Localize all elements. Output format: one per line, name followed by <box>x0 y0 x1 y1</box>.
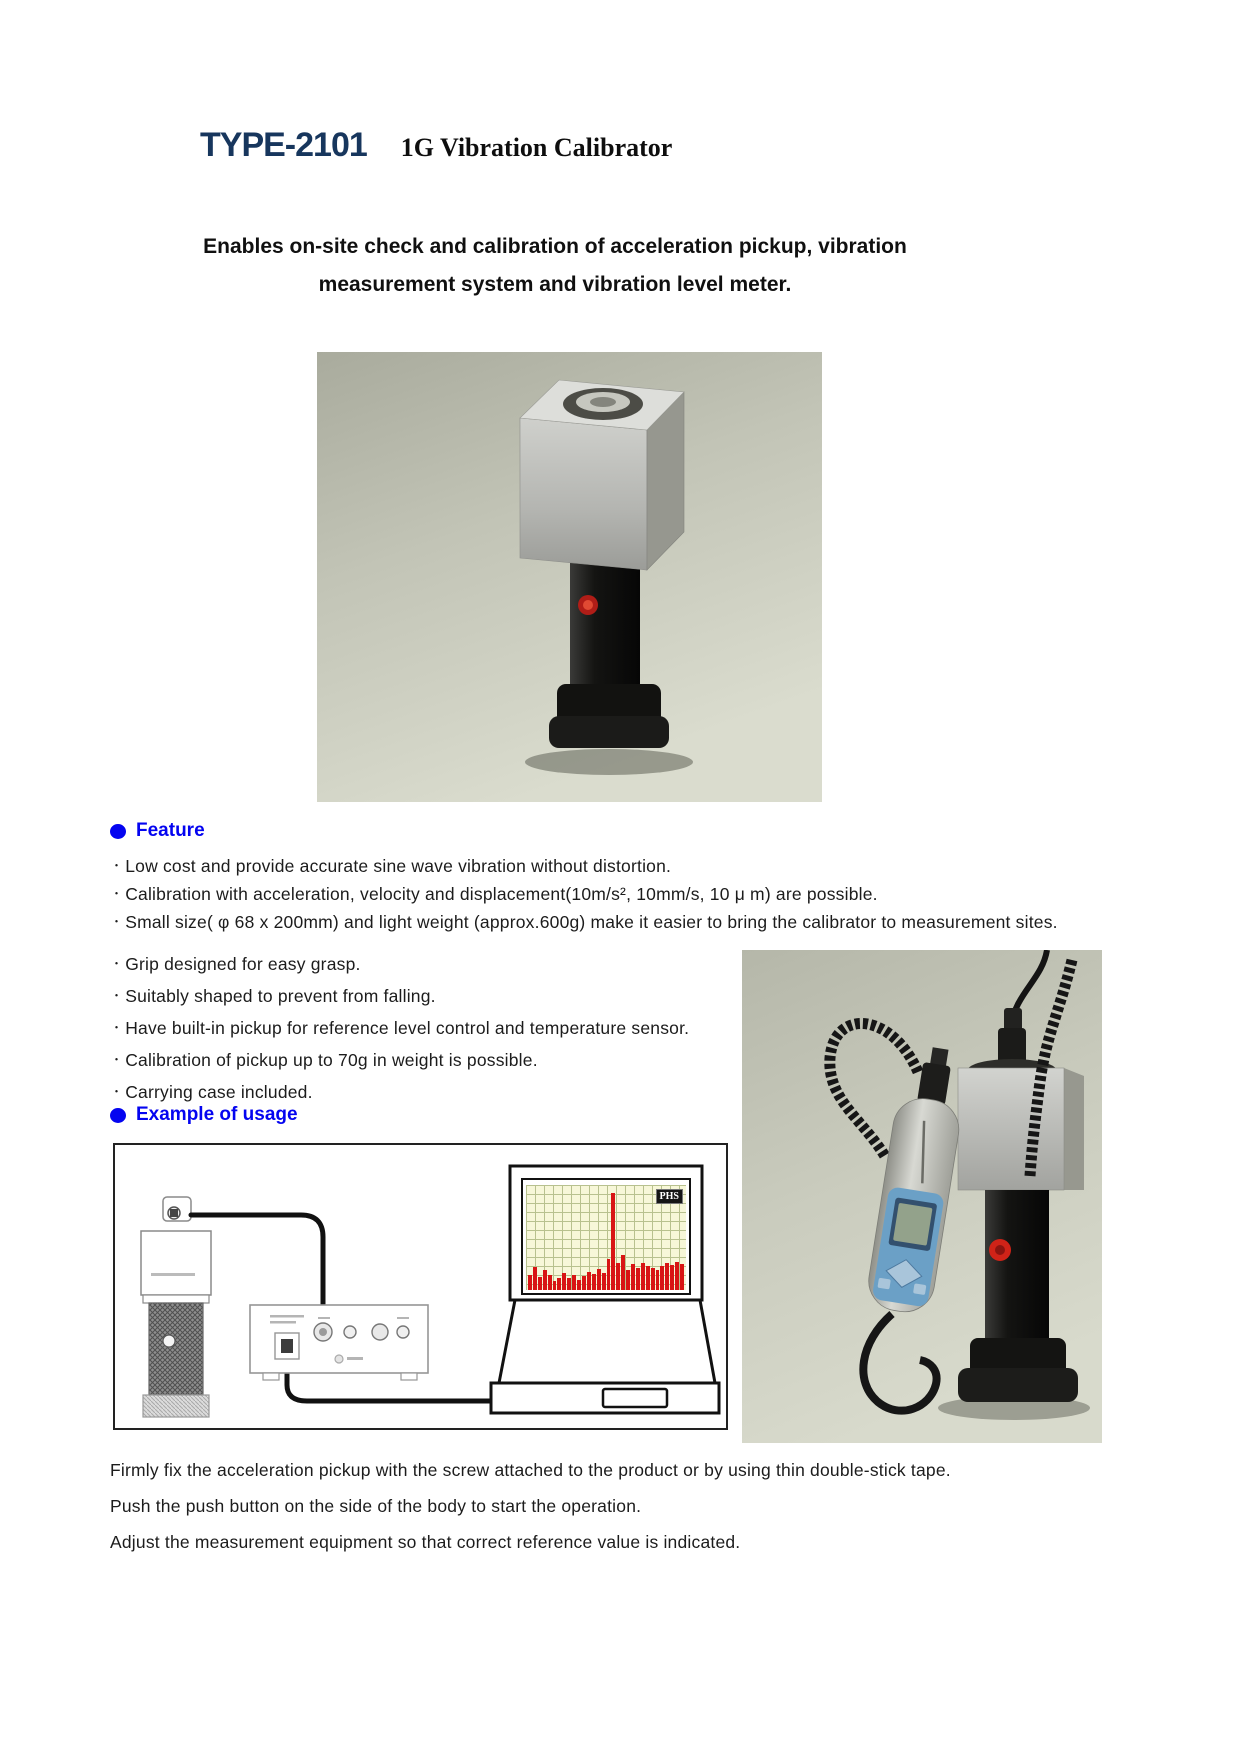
feature-heading <box>110 820 205 842</box>
spectrum-bar <box>641 1263 645 1290</box>
usage-heading-label: Example of usage <box>136 1104 298 1125</box>
spectrum-bar <box>616 1263 620 1290</box>
spectrum-bar <box>543 1270 547 1290</box>
spectrum-bar <box>621 1255 625 1290</box>
knob-1 <box>344 1326 356 1338</box>
base-sketch <box>143 1395 209 1417</box>
item-text: Low cost and provide accurate sine wave vibration without distortion. <box>125 856 672 876</box>
spectrum-bar <box>528 1275 532 1290</box>
spectrum-bar <box>597 1269 601 1290</box>
label-ch1 <box>318 1317 330 1319</box>
spectrum-bar <box>665 1263 669 1290</box>
bullet-dot: ・ <box>110 1084 124 1099</box>
spectrum-bar <box>670 1265 674 1290</box>
bullet-dot: ・ <box>110 956 124 971</box>
spectrum-bar <box>656 1270 660 1290</box>
feature-item <box>110 853 1170 881</box>
cube-front-face <box>520 418 647 570</box>
spectrum-bar <box>675 1262 679 1290</box>
sensor-dot <box>170 1209 178 1217</box>
amp-text-line2 <box>270 1321 296 1324</box>
cube-label-line <box>151 1273 195 1276</box>
main-product-photo <box>317 352 822 802</box>
item-text: Push the push button on the side of the body to start the operation. <box>110 1496 642 1516</box>
spectrum-bar <box>548 1275 552 1290</box>
spectrum-bar <box>660 1266 664 1290</box>
item-text: Carrying case included. <box>125 1082 313 1102</box>
spectrum-bar <box>553 1281 557 1290</box>
label-ch2 <box>397 1317 409 1319</box>
item-text: Calibration of pickup up to 70g in weight is possible. <box>125 1050 538 1070</box>
feature-heading-label: Feature <box>136 820 205 841</box>
item-text: Grip designed for easy grasp. <box>125 954 361 974</box>
touchpad <box>603 1389 667 1407</box>
instruction-line <box>110 1488 1170 1524</box>
screen-badge: PHS <box>656 1189 683 1204</box>
tagline <box>60 228 1050 304</box>
instruction-line <box>110 1524 1170 1560</box>
item-text: Small size( φ 68 x 200mm) and light weight (approx.600g) make it easier to bring the calibrator to measurement sites. <box>125 912 1058 932</box>
cube-sketch <box>141 1231 211 1295</box>
key-left <box>877 1278 890 1290</box>
spectrum-bar <box>577 1280 581 1291</box>
item-text: Firmly fix the acceleration pickup with the screw attached to the product or by using thin double-stick tape. <box>110 1460 951 1480</box>
feature-item <box>110 1045 730 1077</box>
bullet-circle-icon <box>110 824 126 839</box>
amp-text-line1 <box>270 1315 304 1318</box>
amp-foot-left <box>263 1373 279 1380</box>
spectrum-bar <box>651 1268 655 1290</box>
bullet-circle-icon <box>110 1108 126 1123</box>
item-text: Adjust the measurement equipment so that correct reference value is indicated. <box>110 1532 741 1552</box>
collar-sketch <box>143 1295 209 1303</box>
usage-heading <box>110 1104 298 1126</box>
feature-item <box>110 981 730 1013</box>
feature-item <box>110 949 730 981</box>
bullet-dot: ・ <box>110 858 124 873</box>
spectrum-bar <box>611 1193 615 1290</box>
base-flange <box>549 716 669 748</box>
calibrator-photo-illustration <box>317 352 822 802</box>
spectrum-bar <box>592 1274 596 1290</box>
amp-foot-right <box>401 1373 417 1380</box>
keyboard-deck <box>499 1300 715 1383</box>
feature-item <box>110 881 1170 909</box>
bnc-pin-1 <box>319 1328 327 1336</box>
cube-front-face <box>958 1068 1064 1190</box>
grip-cylinder <box>570 562 640 694</box>
bullet-dot: ・ <box>110 1020 124 1035</box>
knob-2 <box>397 1326 409 1338</box>
spectrum-bar <box>533 1267 537 1290</box>
item-text: Have built-in pickup for reference level control and temperature sensor. <box>125 1018 690 1038</box>
tagline-line2: measurement system and vibration level meter. <box>318 273 792 296</box>
spectrum-bar <box>567 1278 571 1290</box>
power-button <box>281 1339 293 1353</box>
usage-photo-illustration <box>742 950 1102 1443</box>
feature-item <box>110 909 1170 937</box>
brand-logo-mark <box>335 1355 343 1363</box>
shadow <box>525 749 693 775</box>
spectrum-bar <box>626 1270 630 1290</box>
brand-logo-text <box>347 1357 363 1360</box>
spectrum-bar <box>587 1272 591 1290</box>
bullet-dot: ・ <box>110 886 124 901</box>
spectrum-bar <box>680 1264 684 1290</box>
feature-list-top <box>110 853 1170 937</box>
amplifier-sketch <box>250 1305 428 1380</box>
instruction-notes <box>110 1452 1170 1560</box>
item-text: Calibration with acceleration, velocity and displacement(10m/s², 10mm/s, 10 μ m) are possible. <box>125 884 878 904</box>
calibrator-sketch <box>141 1197 211 1417</box>
bullet-dot: ・ <box>110 914 124 929</box>
feature-item <box>110 1013 730 1045</box>
product-name: 1G Vibration Calibrator <box>400 133 673 162</box>
push-button-center <box>583 600 593 610</box>
spectrum-bar <box>631 1264 635 1290</box>
tagline-line1: Enables on-site check and calibration of acceleration pickup, vibration <box>203 235 907 258</box>
page-title <box>200 126 672 165</box>
spectrum-chart <box>526 1185 686 1290</box>
spectrum-bar <box>582 1276 586 1290</box>
model-number: TYPE-2101 <box>200 126 367 164</box>
grip-button-sketch <box>163 1335 175 1347</box>
push-button-center <box>995 1245 1005 1255</box>
lcd-screen <box>893 1203 933 1246</box>
spectrum-bar <box>572 1275 576 1290</box>
cube-side-face <box>1064 1068 1084 1190</box>
spectrum-bar <box>602 1273 606 1290</box>
key-right <box>913 1283 926 1295</box>
feature-list-bottom <box>110 949 730 1109</box>
instruction-line <box>110 1452 1170 1488</box>
grip-cylinder <box>985 1190 1049 1340</box>
spectrum-bar <box>607 1259 611 1291</box>
spectrum-bar <box>538 1277 542 1290</box>
usage-diagram <box>113 1143 728 1430</box>
base-flange <box>958 1368 1078 1402</box>
spectrum-bar <box>636 1268 640 1290</box>
usage-photo <box>742 950 1102 1443</box>
mount-center <box>590 397 616 407</box>
spectrum-bar <box>562 1273 566 1290</box>
bullet-dot: ・ <box>110 988 124 1003</box>
spectrum-bar <box>646 1266 650 1290</box>
item-text: Suitably shaped to prevent from falling. <box>125 986 436 1006</box>
bullet-dot: ・ <box>110 1052 124 1067</box>
spectrum-bar <box>557 1278 561 1290</box>
grip-sketch <box>149 1303 203 1395</box>
bnc-connector-2 <box>372 1324 388 1340</box>
